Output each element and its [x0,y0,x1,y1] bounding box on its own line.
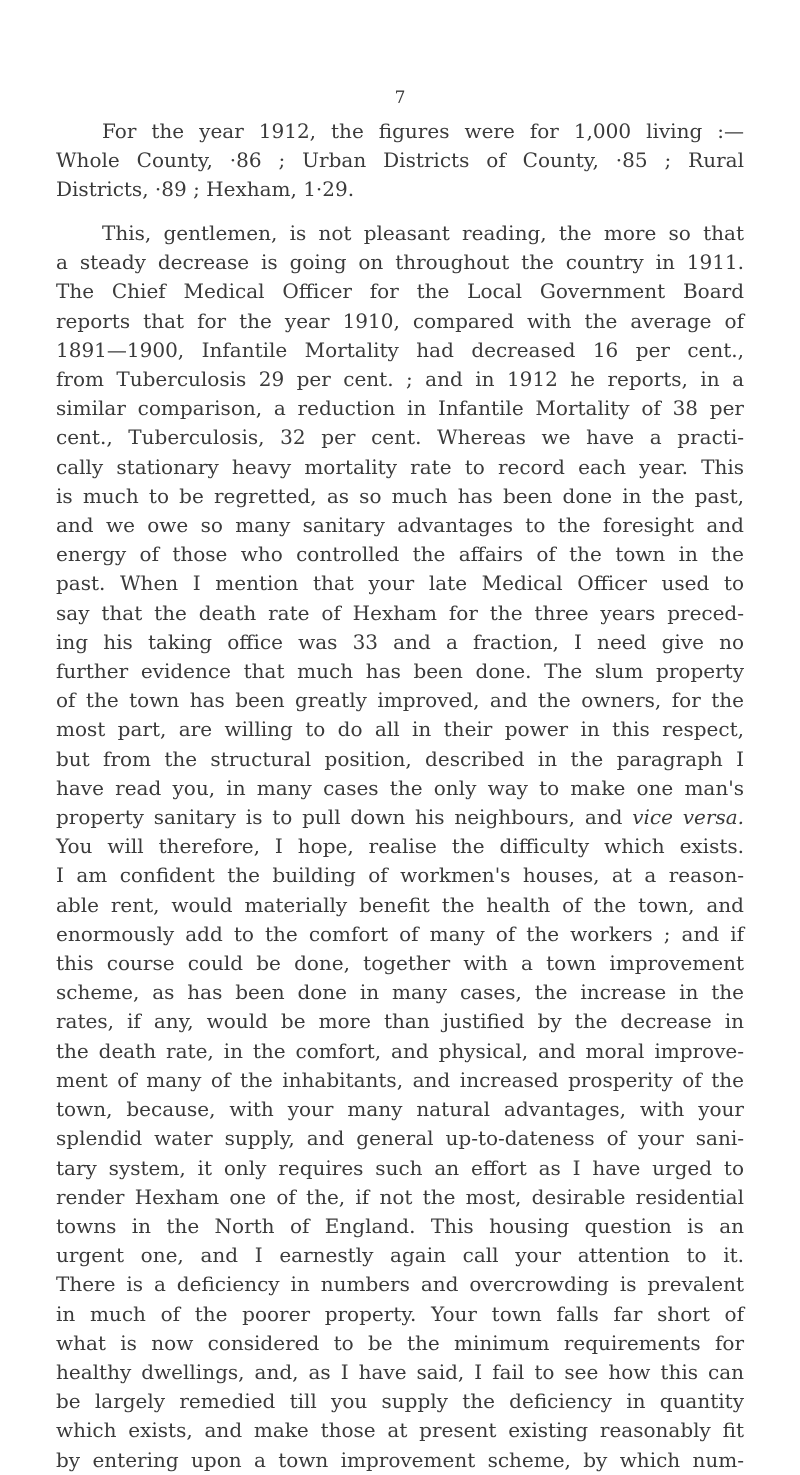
text-line: cent., Tuberculosis, 32 per cent. Whereas we have a practi- [56,425,744,450]
text-line: by entering upon a town improvement scheme, by which num- [56,1447,744,1472]
page-number: 7 [394,88,406,108]
text-line: say that the death rate of Hexham for the three years preced- [56,600,744,625]
text-line: ment of many of the inhabitants, and increased prosperity of the [56,1067,744,1092]
text-line: this course could be done, together with a town improvement [56,951,744,976]
text-line: cally stationary heavy mortality rate to record each year. This [56,454,744,479]
text-line: urgent one, and I earnestly again call your attention to it. [56,1243,744,1268]
text-line: towns in the North of England. This housing question is an [56,1213,744,1238]
text-segment: property sanitary is to pull down his neighbours, and [56,805,623,830]
text-line: rates, if any, would be more than justified by the decrease in [56,1009,744,1034]
text-line: in much of the poorer property. Your town falls far short of [56,1301,744,1326]
text-line: past. When I mention that your late Medical Officer used to [56,571,744,596]
text-line: of the town has been greatly improved, and the owners, for the [56,688,744,713]
text-line: scheme, as has been done in many cases, the increase in the [56,980,744,1005]
text-line: Whole County, ·86 ; Urban Districts of County, ·85 ; Rural [56,148,744,173]
text-line: There is a deficiency in numbers and overcrowding is prevalent [56,1272,744,1297]
text-line: Districts, ·89 ; Hexham, 1·29. [56,177,355,202]
text-line: which exists, and make those at present existing reasonably fit [56,1418,744,1443]
text-line: have read you, in many cases the only way to make one man's [56,775,744,800]
text-line: and we owe so many sanitary advantages to the foresight and [56,513,744,538]
text-line: render Hexham one of the, if not the most, desirable residential [56,1184,744,1209]
text-line: tary system, it only requires such an effort as I have urged to [56,1155,744,1180]
paragraph-2 [56,219,744,1475]
text-line: further evidence that much has been done. The slum property [56,659,744,684]
text-line: You will therefore, I hope, realise the difficulty which exists. [56,834,744,859]
text-line: is much to be regretted, as so much has been done in the past, [56,483,744,508]
text-line: most part, are willing to do all in their power in this respect, [56,717,744,742]
text-line: This, gentlemen, is not pleasant reading, the more so that [102,221,744,245]
italic-phrase: vice versa. [632,805,744,830]
text-line: town, because, with your many natural advantages, with your [56,1097,744,1122]
text-line: enormously add to the comfort of many of the workers ; and if [56,921,744,946]
text-line: but from the structural position, described in the paragraph I [56,746,744,771]
text-line: healthy dwellings, and, as I have said, I fail to see how this can [56,1359,744,1384]
text-line: able rent, would materially benefit the health of the town, and [56,892,744,917]
text-line: similar comparison, a reduction in Infantile Mortality of 38 per [56,396,744,421]
text-line-with-italic [56,803,744,832]
text-line: splendid water supply, and general up-to-dateness of your sani- [56,1126,744,1151]
text-line: energy of those who controlled the affairs of the town in the [56,542,744,567]
text-line: For the year 1912, the figures were for 1,000 living :— [102,119,744,143]
text-line: a steady decrease is going on throughout the country in 1911. [56,250,744,275]
text-line: I am confident the building of workmen's houses, at a reason- [56,863,744,888]
text-line: from Tuberculosis 29 per cent. ; and in 1912 he reports, in a [56,367,744,392]
text-line: the death rate, in the comfort, and physical, and moral improve- [56,1038,744,1063]
text-line: ing his taking office was 33 and a fraction, I need give no [56,629,744,654]
paragraph-1 [56,117,744,205]
text-line: be largely remedied till you supply the deficiency in quantity [56,1389,744,1414]
text-line: 1891—1900, Infantile Mortality had decreased 16 per cent., [56,337,744,362]
text-line: The Chief Medical Officer for the Local Government Board [56,279,744,304]
text-line: reports that for the year 1910, compared with the average of [56,308,744,333]
text-line: what is now considered to be the minimum requirements for [56,1330,744,1355]
